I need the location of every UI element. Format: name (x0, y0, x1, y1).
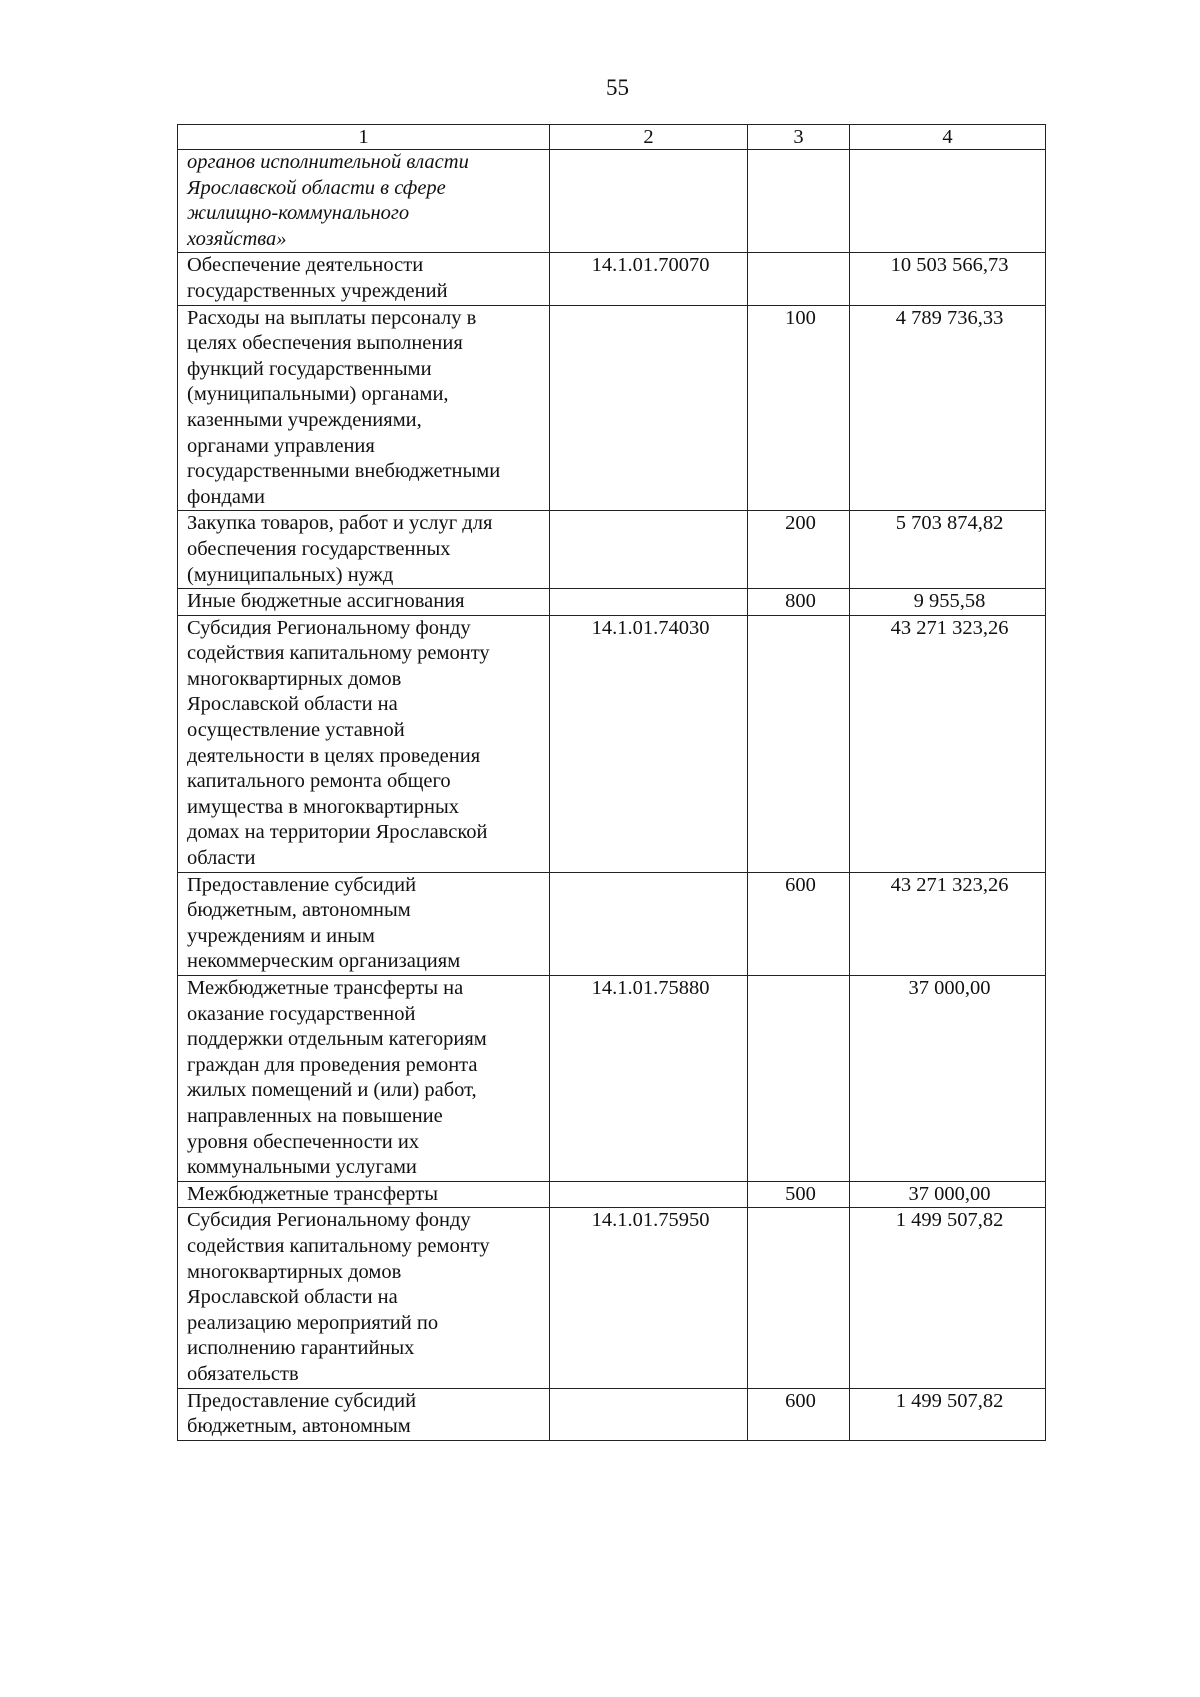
amount-cell: 1 499 507,82 (850, 1208, 1046, 1388)
table-row (178, 976, 1046, 1182)
table-row (178, 1388, 1046, 1440)
item-name-cell: Иные бюджетные ассигнования (178, 589, 550, 616)
item-name-cell: Расходы на выплаты персоналу в целях обеспечения выполнения функций государственными (муниципальными) органами, казенными учреждениями, органами управления государственными внебюджетными фондами (178, 305, 550, 511)
amount-cell (850, 150, 1046, 253)
item-name-cell: Межбюджетные трансферты на оказание государственной поддержки отдельным категориям граждан для проведения ремонта жилых помещений и (или) работ, направленных на повышение уровня обеспеченности их коммунальными услугами (178, 976, 550, 1182)
item-name-cell: Закупка товаров, работ и услуг для обеспечения государственных (муниципальных) нужд (178, 511, 550, 589)
expense-type-cell (748, 150, 850, 253)
column-header: 2 (550, 125, 748, 150)
table-row (178, 511, 1046, 589)
table-row (178, 872, 1046, 975)
table-row (178, 305, 1046, 511)
target-code-cell: 14.1.01.74030 (550, 615, 748, 872)
expense-type-cell: 200 (748, 511, 850, 589)
amount-cell: 5 703 874,82 (850, 511, 1046, 589)
target-code-cell (550, 872, 748, 975)
table-row (178, 150, 1046, 253)
expense-type-cell (748, 1208, 850, 1388)
amount-cell: 37 000,00 (850, 1181, 1046, 1208)
table-row (178, 253, 1046, 305)
item-name-cell: органов исполнительной власти Ярославской области в сфере жилищно-коммунального хозяйства» (178, 150, 550, 253)
expense-type-cell: 800 (748, 589, 850, 616)
target-code-cell (550, 1388, 748, 1440)
item-name-cell: Предоставление субсидий бюджетным, автономным (178, 1388, 550, 1440)
amount-cell: 43 271 323,26 (850, 872, 1046, 975)
target-code-cell: 14.1.01.75950 (550, 1208, 748, 1388)
amount-cell: 9 955,58 (850, 589, 1046, 616)
target-code-cell (550, 511, 748, 589)
table-row (178, 615, 1046, 872)
page-number: 55 (606, 75, 629, 100)
table-row (178, 1208, 1046, 1388)
column-header: 3 (748, 125, 850, 150)
expense-type-cell (748, 976, 850, 1182)
amount-cell: 1 499 507,82 (850, 1388, 1046, 1440)
table-row (178, 1181, 1046, 1208)
expense-type-cell (748, 615, 850, 872)
amount-cell: 10 503 566,73 (850, 253, 1046, 305)
expense-type-cell: 600 (748, 1388, 850, 1440)
expense-type-cell: 100 (748, 305, 850, 511)
amount-cell: 43 271 323,26 (850, 615, 1046, 872)
amount-cell: 37 000,00 (850, 976, 1046, 1182)
column-header: 1 (178, 125, 550, 150)
target-code-cell (550, 589, 748, 616)
table-header-row (178, 125, 1046, 150)
target-code-cell (550, 150, 748, 253)
expense-type-cell (748, 253, 850, 305)
column-header: 4 (850, 125, 1046, 150)
item-name-cell: Обеспечение деятельности государственных учреждений (178, 253, 550, 305)
target-code-cell: 14.1.01.75880 (550, 976, 748, 1182)
item-name-cell: Субсидия Региональному фонду содействия капитальному ремонту многоквартирных домов Ярославской области на осуществление уставной деятельности в целях проведения капитального ремонта общего имущества в многоквартирных домах на территории Ярославской области (178, 615, 550, 872)
amount-cell: 4 789 736,33 (850, 305, 1046, 511)
expense-type-cell: 600 (748, 872, 850, 975)
table-row (178, 589, 1046, 616)
expense-type-cell: 500 (748, 1181, 850, 1208)
budget-table (177, 124, 1046, 1441)
item-name-cell: Предоставление субсидий бюджетным, автономным учреждениям и иным некоммерческим организациям (178, 872, 550, 975)
target-code-cell: 14.1.01.70070 (550, 253, 748, 305)
item-name-cell: Межбюджетные трансферты (178, 1181, 550, 1208)
target-code-cell (550, 305, 748, 511)
target-code-cell (550, 1181, 748, 1208)
item-name-cell: Субсидия Региональному фонду содействия капитальному ремонту многоквартирных домов Ярославской области на реализацию мероприятий по исполнению гарантийных обязательств (178, 1208, 550, 1388)
